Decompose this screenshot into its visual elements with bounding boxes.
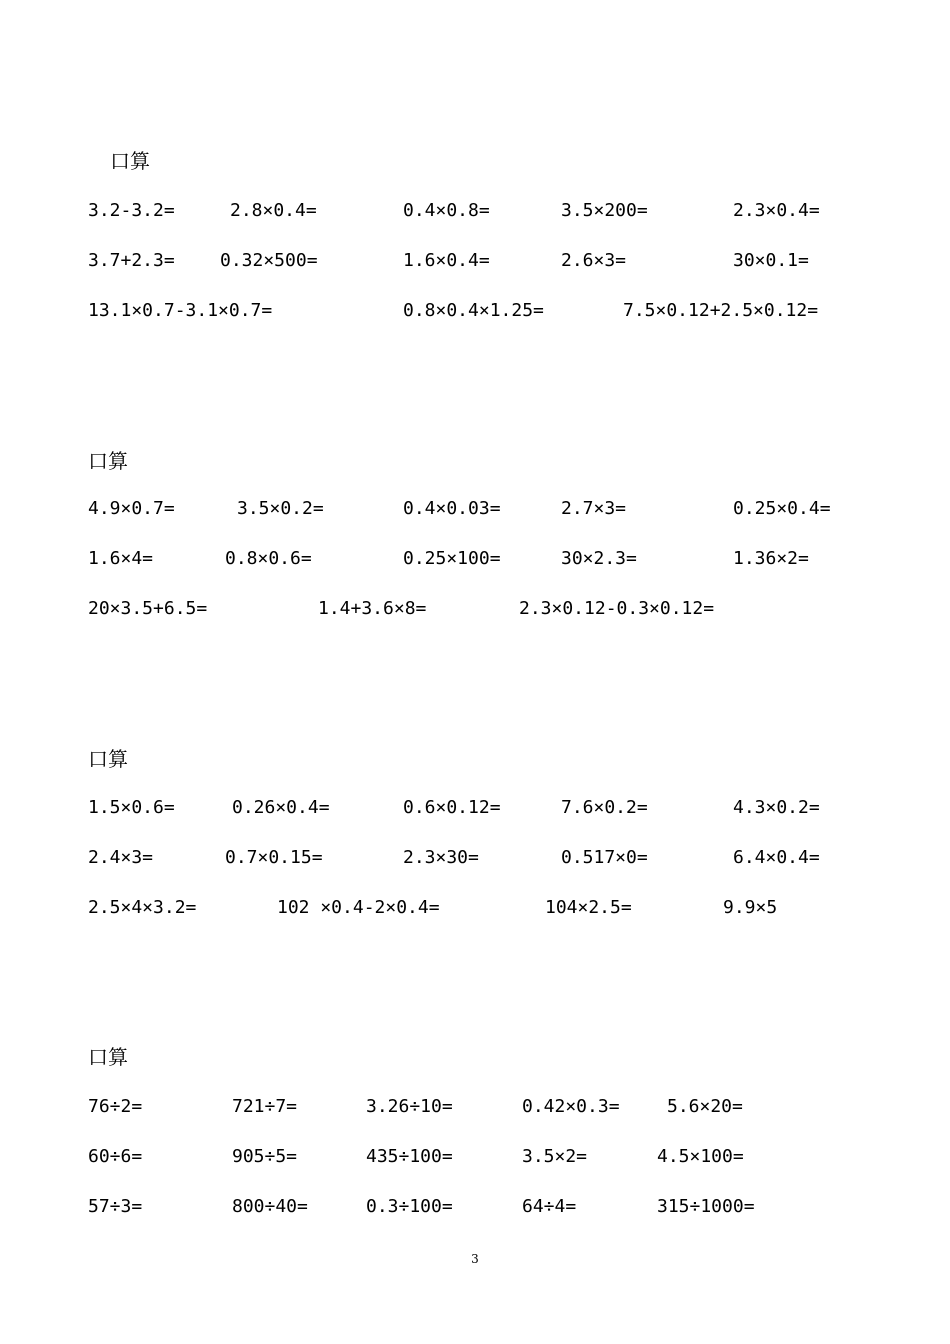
problem: 5.6×20=: [667, 1096, 743, 1117]
problem: 0.517×0=: [561, 847, 648, 868]
problem: 3.5×0.2=: [237, 498, 324, 519]
problem: 3.5×200=: [561, 200, 648, 221]
problem: 2.3×0.12-0.3×0.12=: [519, 598, 715, 619]
problem: 30×2.3=: [561, 548, 637, 569]
problem: 0.8×0.4×1.25=: [403, 300, 544, 321]
problem: 0.7×0.15=: [225, 847, 323, 868]
page-number: 3: [471, 1252, 479, 1266]
problem: 9.9×5: [723, 897, 778, 918]
problem: 2.3×30=: [403, 847, 479, 868]
problem: 0.8×0.6=: [225, 548, 312, 569]
problem: 7.5×0.12+2.5×0.12=: [623, 300, 819, 321]
problem: 435÷100=: [366, 1146, 453, 1167]
problem: 905÷5=: [232, 1146, 298, 1167]
problem: 0.32×500=: [220, 250, 318, 271]
problem: 2.8×0.4=: [230, 200, 317, 221]
section-title: 口算: [88, 747, 128, 771]
section-title: 口算: [88, 1045, 128, 1069]
problem: 2.5×4×3.2=: [88, 897, 197, 918]
problem: 7.6×0.2=: [561, 797, 648, 818]
problem: 721÷7=: [232, 1096, 298, 1117]
problem: 20×3.5+6.5=: [88, 598, 208, 619]
problem: 13.1×0.7-3.1×0.7=: [88, 300, 273, 321]
problem: 0.25×100=: [403, 548, 501, 569]
problem: 3.7+2.3=: [88, 250, 175, 271]
problem: 1.6×0.4=: [403, 250, 490, 271]
problem: 57÷3=: [88, 1196, 143, 1217]
problem: 3.2-3.2=: [88, 200, 175, 221]
problem: 0.3÷100=: [366, 1196, 453, 1217]
problem: 3.5×2=: [522, 1146, 588, 1167]
problem: 4.9×0.7=: [88, 498, 175, 519]
problem: 60÷6=: [88, 1146, 143, 1167]
problem: 76÷2=: [88, 1096, 143, 1117]
problem: 30×0.1=: [733, 250, 809, 271]
problem: 1.4+3.6×8=: [318, 598, 427, 619]
problem: 2.3×0.4=: [733, 200, 820, 221]
problem: 3.26÷10=: [366, 1096, 453, 1117]
problem: 1.36×2=: [733, 548, 809, 569]
section-title: 口算: [110, 149, 150, 173]
problem: 2.6×3=: [561, 250, 627, 271]
problem: 0.4×0.8=: [403, 200, 490, 221]
problem: 1.5×0.6=: [88, 797, 175, 818]
problem: 104×2.5=: [545, 897, 632, 918]
problem: 2.7×3=: [561, 498, 627, 519]
problem: 1.6×4=: [88, 548, 154, 569]
problem: 64÷4=: [522, 1196, 577, 1217]
section-title: 口算: [88, 449, 128, 473]
problem: 0.26×0.4=: [232, 797, 330, 818]
problem: 0.42×0.3=: [522, 1096, 620, 1117]
problem: 6.4×0.4=: [733, 847, 820, 868]
problem: 102 ×0.4-2×0.4=: [277, 897, 440, 918]
problem: 0.6×0.12=: [403, 797, 501, 818]
problem: 4.3×0.2=: [733, 797, 820, 818]
problem: 0.25×0.4=: [733, 498, 831, 519]
problem: 0.4×0.03=: [403, 498, 501, 519]
problem: 315÷1000=: [657, 1196, 755, 1217]
problem: 4.5×100=: [657, 1146, 744, 1167]
problem: 800÷40=: [232, 1196, 308, 1217]
problem: 2.4×3=: [88, 847, 154, 868]
